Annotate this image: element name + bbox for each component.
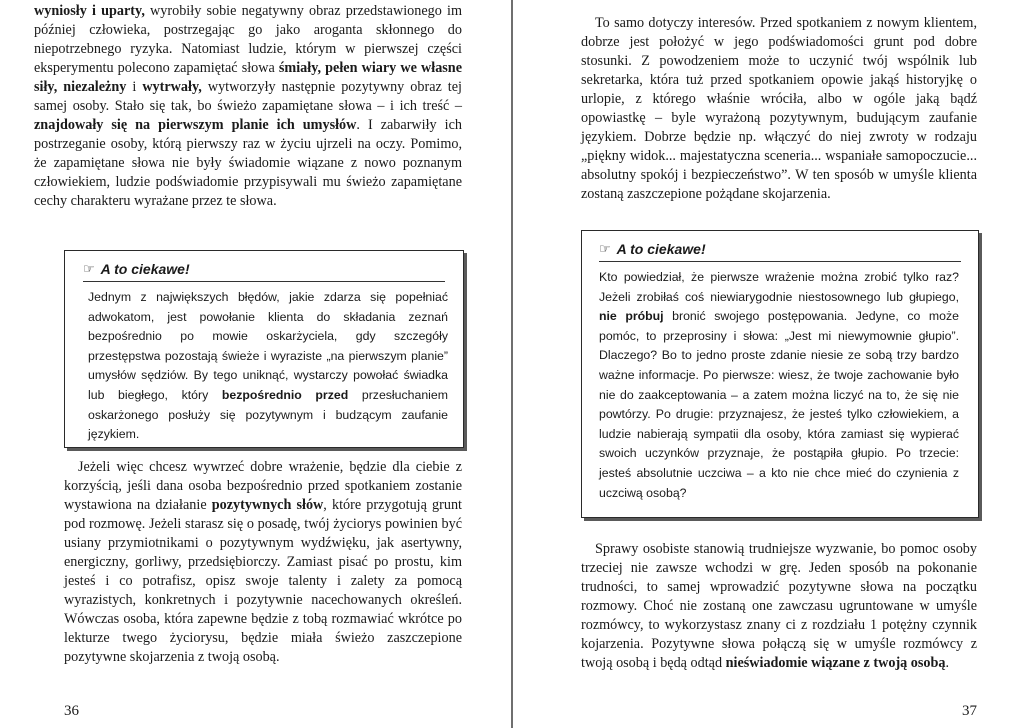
emphasis: wyniosły i uparty, bbox=[34, 3, 145, 19]
right-paragraph-2: Sprawy osobiste stanowią trudniejsze wyzwanie, bo pomoc osoby trzeciej nie zawsze wchodzi w grę. Jeden sposób na pokonanie trudności, to samej wprowadzić pozytywne słowa na początku rozmowy. Choć nie zostaną one zawczasu ugruntowane w umyśle rozmówcy, to wykorzystasz znany ci z rozdziału 1 potężny czynnik kojarzenia. Pozytywne słowa połączą się w umyśle rozmówcy z twoją osobą i będą odtąd nieświadomie wiązane z twoją osobą. bbox=[581, 541, 977, 671]
emphasis: nie próbuj bbox=[599, 309, 664, 324]
pointing-hand-icon: ☞ bbox=[599, 241, 611, 256]
info-box-text: Jednym z największych błędów, jakie zdarza się popełniać adwokatom, jest powołanie klienta do składania zeznań bezpośrednio po mowie oskarżyciela, gdy szczegóły przestępstwa pozostają świeże i wyraziste „na pierwszym planie” umysłów sędziów. By tego uniknąć, wystarczy powołać świadka lub biegłego, który bezpośrednio przed przesłuchaniem oskarżonego posłuży się pozytywnym i budzącym zaufanie językiem. bbox=[88, 290, 448, 442]
emphasis: śmiały, pełen wiary we własne siły, niezależny bbox=[34, 60, 462, 95]
left-page bbox=[0, 0, 512, 728]
info-box-text: Kto powiedział, że pierwsze wrażenie można zrobić tylko raz? Jeżeli zrobiłaś coś niewiarygodnie niestosownego lub głupiego, nie próbuj bronić swojego postępowania. Jedyne, co może pomóc, to przeprosiny i słowa: „Jest mi niewymownie głupio”. Dlaczego? Bo to jedno proste zdanie niesie ze sobą trzy bardzo ważne informacje. Po pierwsze: wiesz, że twoje zachowanie było nie do zaakceptowania – a zatem można liczyć na to, że się nie powtórzy. Po drugie: przyznajesz, że jesteś tylko człowiekiem, a ludzie nabierają sympatii dla osoby, która zamiast się wypierać swoich uczynków przyznaje, że postąpiła głupio. Po trzecie: jesteś absolutnie uczciwa – a kto nie chce mieć do czynienia z uczciwą osobą? bbox=[599, 270, 959, 500]
right-paragraph-1: To samo dotyczy interesów. Przed spotkaniem z nowym klientem, dobrze jest położyć w jego podświadomości grunt pod dobre stosunki. Z powodzeniem może to uczynić twój wspólnik lub sekretarka, która tuż przed spotkaniem opowie jakąś historyjkę o urlopie, z którego właśnie wróciła, albo w ogóle jaką bądź opowiastkę – byle wyrażoną pozytywnym, budującym zaufanie językiem. Dobrze będzie np. włączyć do niej zwroty w rodzaju „piękny widok... majestatyczna sceneria... wspaniałe samopoczucie... absolutny spokój i bezpieczeństwo”. W ten sposób w umyśle klienta zostaną zaszczepione pożądane skojarzenia. bbox=[581, 15, 977, 202]
left-paragraph-1: wyniosły i uparty, wyrobiły sobie negatywny obraz przedstawionego im później człowieka, postrzegając go jako aroganta skłonnego do niepotrzebnego ryzyka. Natomiast ludzie, którym w pierwszej części eksperymentu polecono zapamiętać słowa śmiały, pełen wiary we własne siły, niezależny i wytrwały, wytworzyły następnie pozytywny obraz tej samej osoby. Stało się tak, bo świeżo zapamiętane słowa – i ich treść – znajdowały się na pierwszym planie ich umysłów. I zabarwiły ich postrzeganie osoby, którą pierwszy raz w życiu ujrzeli na oczy. Pomimo, że zapamiętane słowa nie były świadomie wiązane z nowo poznanym człowiekiem, ludzie podświadomie przypisywali mu świeżo zapamiętane cechy charakteru wyrażane przez te słowa. bbox=[34, 3, 462, 209]
info-box-right bbox=[581, 230, 979, 518]
right-page bbox=[513, 0, 1025, 728]
info-box-left bbox=[64, 250, 464, 448]
box-title-rule bbox=[83, 281, 445, 282]
page-number: 37 bbox=[962, 703, 977, 719]
info-box-title: ☞ A to ciekawe! bbox=[83, 261, 190, 277]
emphasis: nieświadomie wiązane z twoją osobą bbox=[725, 655, 946, 671]
info-box-title: ☞ A to ciekawe! bbox=[599, 241, 706, 257]
box-title-rule bbox=[599, 261, 961, 262]
emphasis: wytrwały, bbox=[142, 79, 202, 95]
emphasis: znajdowały się na pierwszym planie ich umysłów bbox=[34, 117, 357, 133]
pointing-hand-icon: ☞ bbox=[83, 261, 95, 276]
left-paragraph-2: Jeżeli więc chcesz wywrzeć dobre wrażenie, będzie dla ciebie z korzyścią, jeśli dana osoba bezpośrednio przed spotkaniem zostanie wystawiona na działanie pozytywnych słów, które przygotują grunt pod rozmowę. Jeżeli starasz się o posadę, twój życiorys powinien być usiany przymiotnikami o pozytywnym wydźwięku, jak asertywny, energiczny, gorliwy, przedsiębiorczy. Zamiast pisać po prostu, kim jesteś i co potrafisz, opisz swoje talenty i zalety za pomocą wyrazistych, konkretnych i pozytywnie nacechowanych określeń. Wówczas osoba, która zapewne będzie z tobą rozmawiać wkrótce po lekturze twego życiorysu, będzie miała świeżo zaszczepione pozytywne skojarzenia z twoją osobą. bbox=[64, 459, 462, 665]
emphasis: pozytywnych słów bbox=[211, 497, 324, 513]
emphasis: bezpośrednio przed bbox=[221, 387, 349, 402]
page-number: 36 bbox=[64, 703, 79, 719]
